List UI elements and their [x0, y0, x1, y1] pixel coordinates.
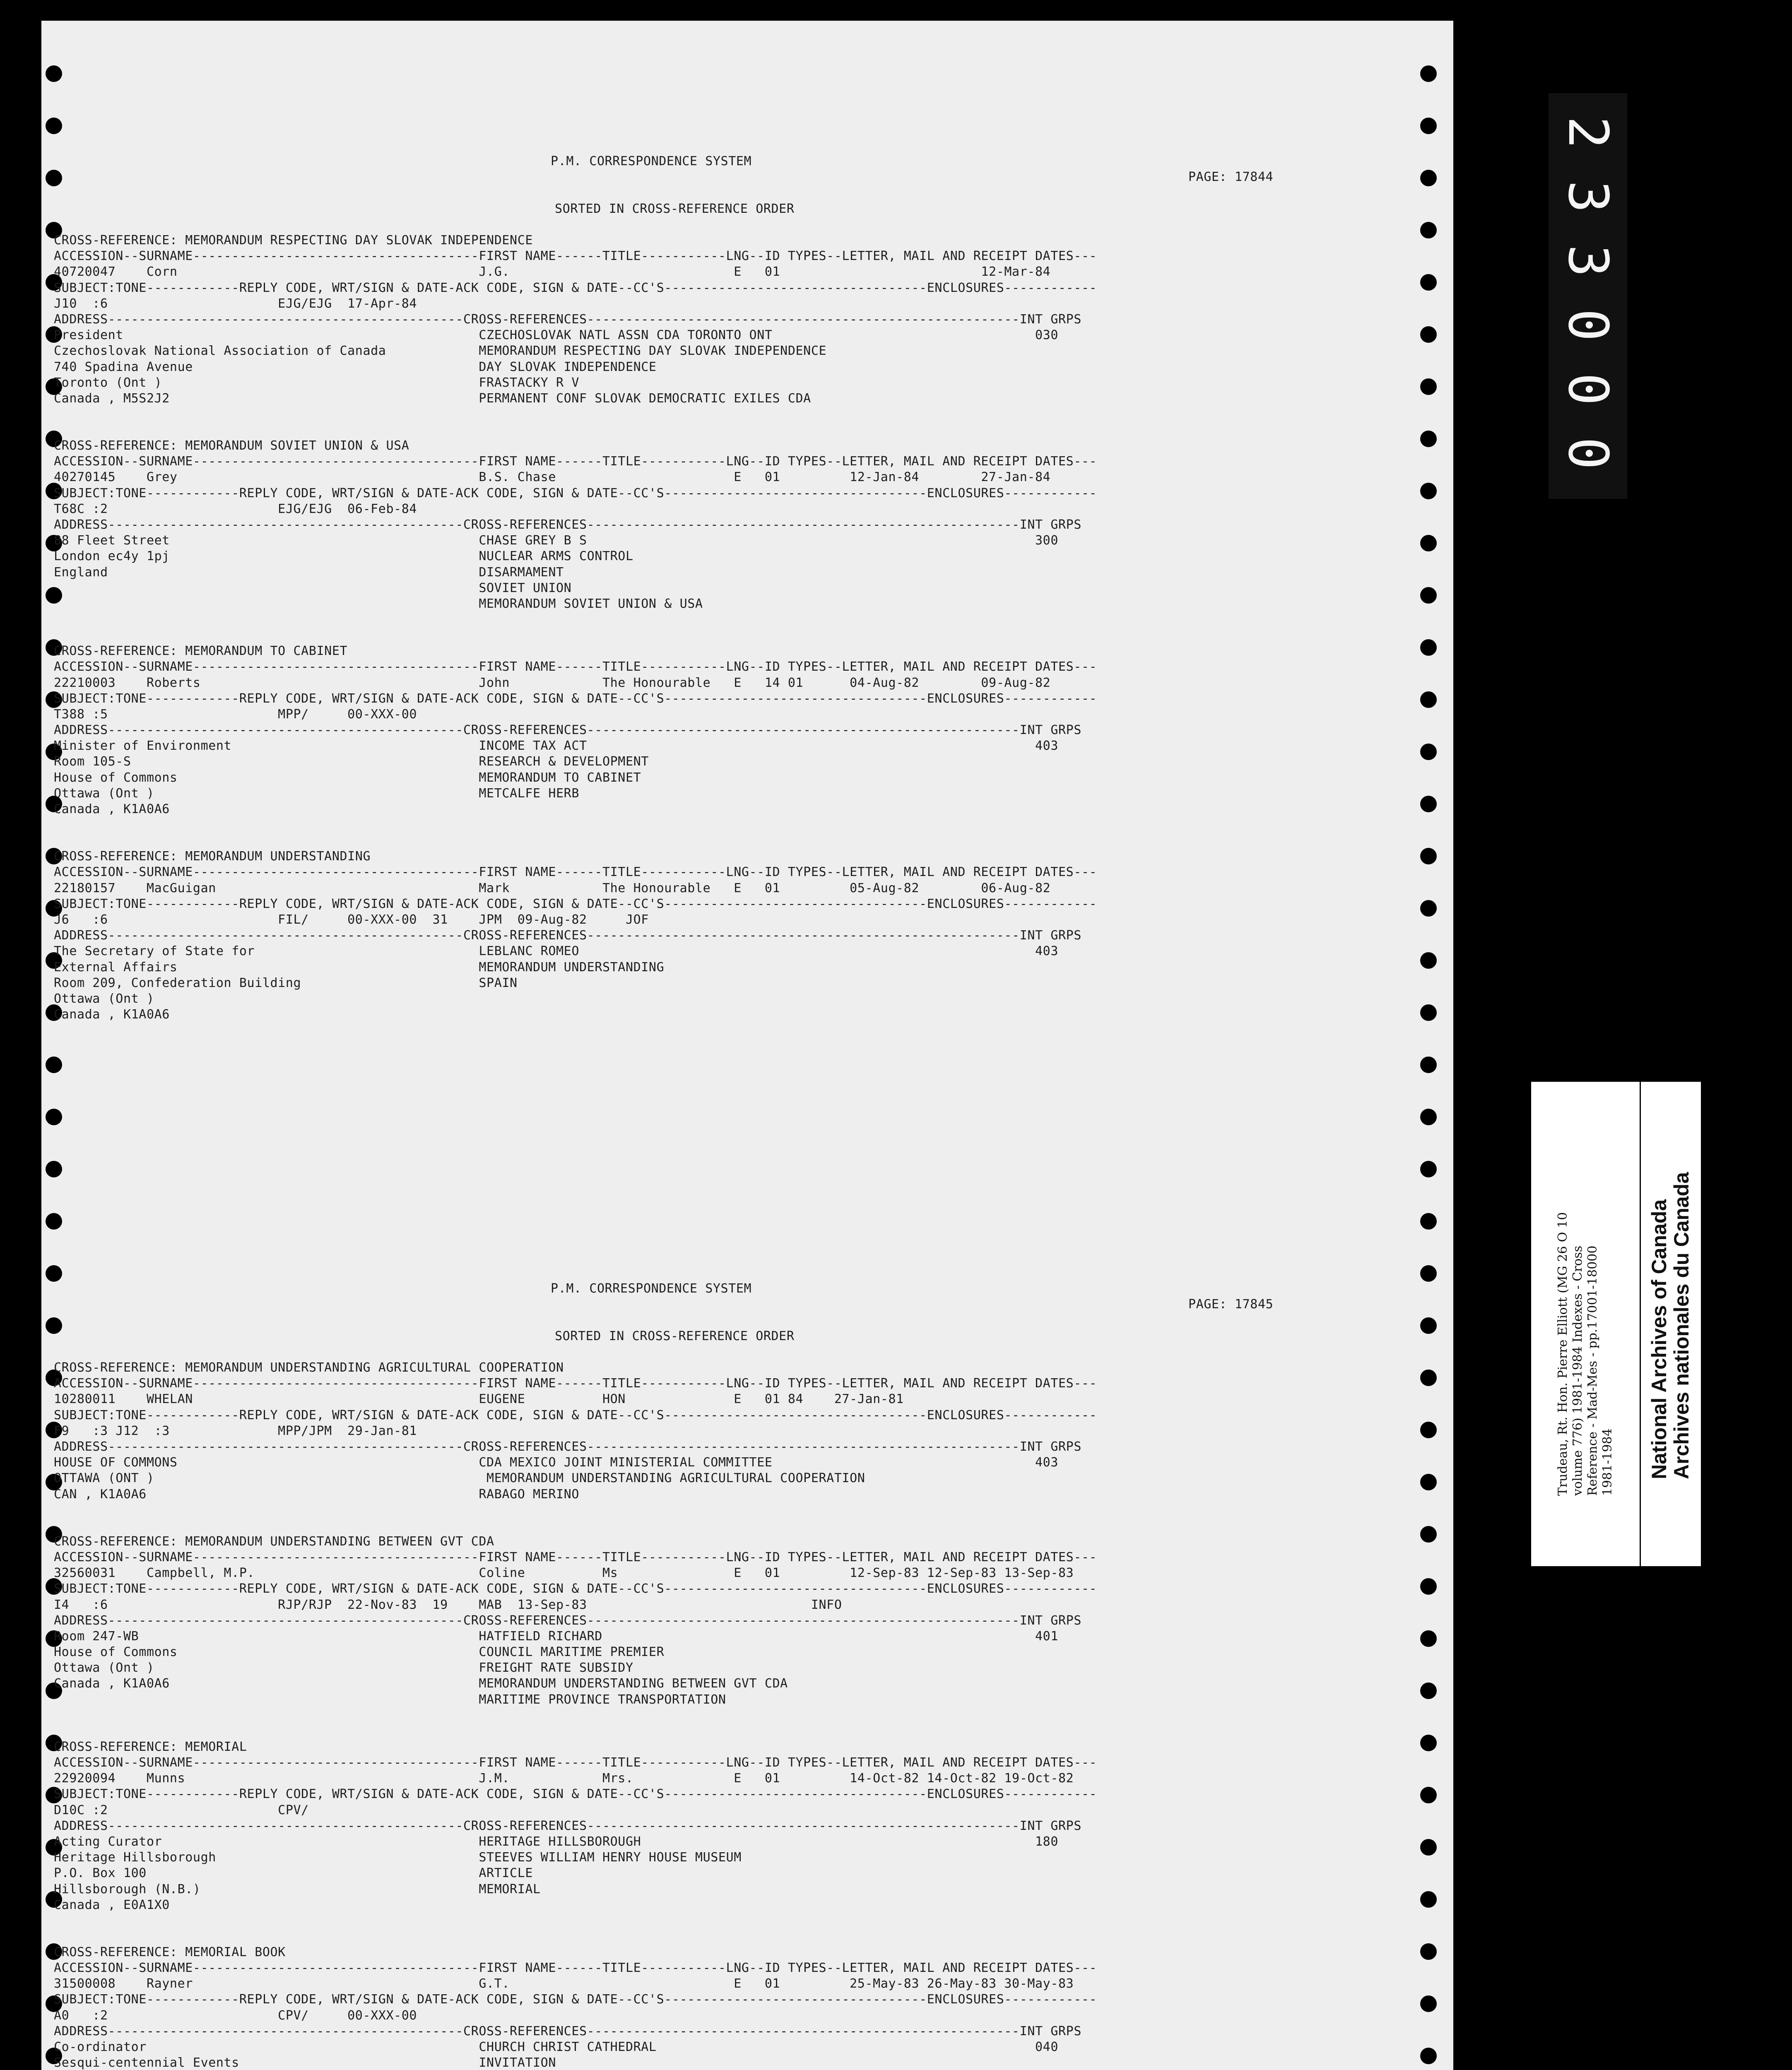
page-subheader: SORTED IN CROSS-REFERENCE ORDER [555, 201, 795, 216]
tractor-hole [1420, 639, 1437, 656]
cross-reference-record [54, 1534, 1354, 1708]
tractor-hole [1420, 1422, 1437, 1438]
record-line: ACCESSION--SURNAME-------------------------------------FIRST NAME------TITLE-----------LNG--ID TYPES--LETTER, MAIL AND RECEIPT DATES--- [54, 249, 1097, 264]
record-line: House of Commons MEMORANDUM TO CABINET [54, 770, 641, 785]
record-line: ADDRESS----------------------------------------------CROSS-REFERENCES--------------------------------------------------------INT GRPS [54, 1818, 1081, 1833]
record-line: Room 247-WB HATFIELD RICHARD 401 [54, 1629, 1058, 1644]
frame-number-digit: 3 [1556, 180, 1620, 213]
tractor-hole [1420, 483, 1437, 499]
tractor-hole [1420, 952, 1437, 969]
page-17845 [54, 1233, 1354, 2070]
tractor-hole [1420, 1630, 1437, 1647]
record-line: 740 Spadina Avenue DAY SLOVAK INDEPENDENCE [54, 359, 657, 374]
record-line: Sesqui-centennial Events INVITATION [54, 2056, 556, 2070]
tractor-hole [1420, 848, 1437, 864]
record-line: Ottawa (Ont ) METCALFE HERB [54, 786, 579, 801]
record-heading: CROSS-REFERENCE: MEMORANDUM TO CABINET [54, 644, 348, 659]
record-line: I4 :6 RJP/RJP 22-Nov-83 19 MAB 13-Sep-83 INFO [54, 1597, 842, 1612]
record-line: ACCESSION--SURNAME-------------------------------------FIRST NAME------TITLE-----------LNG--ID TYPES--LETTER, MAIL AND RECEIPT DATES--- [54, 1961, 1097, 1976]
record-line: 22180157 MacGuigan Mark The Honourable E 01 05-Aug-82 06-Aug-82 [54, 881, 1051, 895]
record-line: A0 :2 CPV/ 00-XXX-00 [54, 2008, 417, 2023]
record-line: ADDRESS----------------------------------------------CROSS-REFERENCES--------------------------------------------------------INT GRPS [54, 1439, 1081, 1454]
record-line: MEMORANDUM SOVIET UNION & USA [54, 596, 703, 611]
record-line: ADDRESS----------------------------------------------CROSS-REFERENCES--------------------------------------------------------INT GRPS [54, 518, 1081, 532]
tractor-hole [1420, 378, 1437, 395]
record-line: Toronto (Ont ) FRASTACKY R V [54, 375, 579, 390]
page-subheader: SORTED IN CROSS-REFERENCE ORDER [555, 1329, 795, 1343]
record-heading: CROSS-REFERENCE: MEMORANDUM UNDERSTANDING AGRICULTURAL COOPERATION [54, 1360, 564, 1375]
record-gap [54, 407, 1354, 438]
record-line: External Affairs MEMORANDUM UNDERSTANDING [54, 960, 665, 975]
record-line: SUBJECT:TONE------------REPLY CODE, WRT/SIGN & DATE-ACK CODE, SIGN & DATE--CC'S----------------------------------ENCLOSURES------------ [54, 896, 1097, 911]
record-line: T68C :2 EJG/EJG 06-Feb-84 [54, 501, 417, 516]
page-header: P.M. CORRESPONDENCE SYSTEM [551, 1281, 752, 1296]
record-line: T388 :5 MPP/ 00-XXX-00 [54, 707, 417, 722]
record-line: ACCESSION--SURNAME-------------------------------------FIRST NAME------TITLE-----------LNG--ID TYPES--LETTER, MAIL AND RECEIPT DATES--- [54, 865, 1097, 880]
record-line: England DISARMAMENT [54, 565, 564, 580]
tractor-hole [1420, 1735, 1437, 1751]
record-heading: CROSS-REFERENCE: MEMORANDUM SOVIET UNION & USA [54, 438, 409, 453]
record-gap [54, 1913, 1354, 1945]
record-line: SUBJECT:TONE------------REPLY CODE, WRT/SIGN & DATE-ACK CODE, SIGN & DATE--CC'S----------------------------------ENCLOSURES------------ [54, 1787, 1097, 1802]
record-gap [54, 817, 1354, 849]
tractor-hole [1420, 1839, 1437, 1856]
record-line: 22920094 Munns J.M. Mrs. E 01 14-Oct-82 14-Oct-82 19-Oct-82 [54, 1771, 1074, 1786]
record-line: President CZECHOSLOVAK NATL ASSN CDA TORONTO ONT 030 [54, 328, 1058, 343]
record-line: Acting Curator HERITAGE HILLSBOROUGH 180 [54, 1834, 1058, 1849]
page-number: PAGE: 17844 [1188, 170, 1274, 185]
tractor-hole [1420, 535, 1437, 551]
record-line: ADDRESS----------------------------------------------CROSS-REFERENCES--------------------------------------------------------INT GRPS [54, 2024, 1081, 2039]
record-line: ACCESSION--SURNAME-------------------------------------FIRST NAME------TITLE-----------LNG--ID TYPES--LETTER, MAIL AND RECEIPT DATES--- [54, 1376, 1097, 1391]
page-header: P.M. CORRESPONDENCE SYSTEM [551, 154, 752, 169]
record-line: Czechoslovak National Association of Canada MEMORANDUM RESPECTING DAY SLOVAK INDEPENDENCE [54, 344, 827, 359]
tractor-hole [1420, 1370, 1437, 1386]
record-line: CAN , K1A0A6 RABAGO MERINO [54, 1487, 579, 1502]
cross-reference-record [54, 233, 1354, 407]
frame-number-digit: 0 [1556, 308, 1620, 342]
tractor-hole [1420, 1787, 1437, 1803]
cross-reference-record [54, 643, 1354, 817]
right-tractor-holes [1416, 21, 1441, 2070]
record-line: Ottawa (Ont ) FREIGHT RATE SUBSIDY [54, 1661, 633, 1675]
record-line: London ec4y 1pj NUCLEAR ARMS CONTROL [54, 549, 633, 564]
cross-reference-record [54, 1945, 1354, 2070]
record-line: Hillsborough (N.B.) MEMORIAL [54, 1882, 541, 1897]
record-line: ADDRESS----------------------------------------------CROSS-REFERENCES--------------------------------------------------------INT GRPS [54, 1613, 1081, 1628]
record-line: ADDRESS----------------------------------------------CROSS-REFERENCES--------------------------------------------------------INT GRPS [54, 928, 1081, 943]
tractor-hole [1420, 431, 1437, 447]
record-line: J6 :6 FIL/ 00-XXX-00 31 JPM 09-Aug-82 JOF [54, 912, 649, 927]
tractor-hole [1420, 65, 1437, 82]
record-gap [54, 1708, 1354, 1739]
cross-reference-record [54, 849, 1354, 1023]
frame-number-digit: 0 [1556, 373, 1620, 406]
record-line: Room 105-S RESEARCH & DEVELOPMENT [54, 754, 649, 769]
record-line: Room 209, Confederation Building SPAIN [54, 975, 518, 990]
cross-reference-record [54, 1360, 1354, 1502]
record-line: SUBJECT:TONE------------REPLY CODE, WRT/SIGN & DATE-ACK CODE, SIGN & DATE--CC'S----------------------------------ENCLOSURES------------ [54, 1408, 1097, 1423]
record-line: Canada , K1A0A6 [54, 1007, 170, 1022]
tractor-hole [1420, 1057, 1437, 1073]
fonds-line: volume 776) 1981-1984 Indexes - Cross [1570, 1245, 1585, 1496]
page-number: PAGE: 17845 [1188, 1297, 1274, 1312]
tractor-hole [1420, 222, 1437, 238]
record-line: 40270145 Grey B.S. Chase E 01 12-Jan-84 27-Jan-84 [54, 470, 1051, 485]
tractor-hole [1420, 1265, 1437, 1282]
record-line: House of Commons COUNCIL MARITIME PREMIER [54, 1645, 665, 1660]
record-line: P.O. Box 100 ARTICLE [54, 1866, 533, 1881]
tractor-hole [1420, 1317, 1437, 1334]
fonds-line: Trudeau, Rt. Hon. Pierre Elliott (MG 26 O 10 [1556, 1212, 1570, 1496]
institution-name-fr: Archives nationales du Canada [1670, 1172, 1693, 1479]
record-line: ACCESSION--SURNAME-------------------------------------FIRST NAME------TITLE-----------LNG--ID TYPES--LETTER, MAIL AND RECEIPT DATES--- [54, 454, 1097, 469]
record-line: Canada , E0A1X0 [54, 1897, 170, 1912]
institution-name-en: National Archives of Canada [1647, 1199, 1671, 1479]
tractor-hole [1420, 587, 1437, 604]
tractor-hole [1420, 1578, 1437, 1595]
frame-number-digit: 3 [1556, 244, 1620, 277]
record-line: 31500008 Rayner G.T. E 01 25-May-83 26-May-83 30-May-83 [54, 1976, 1074, 1991]
cross-reference-record [54, 1739, 1354, 1913]
record-line: 40720047 Corn J.G. E 01 12-Mar-84 [54, 265, 1051, 279]
frame-number-digit: 2 [1556, 116, 1620, 149]
tractor-hole [1420, 2048, 1437, 2064]
tractor-hole [1420, 118, 1437, 134]
record-line: Heritage Hillsborough STEEVES WILLIAM HENRY HOUSE MUSEUM [54, 1850, 742, 1865]
record-line: Co-ordinator CHURCH CHRIST CATHEDRAL 040 [54, 2040, 1058, 2054]
record-line: ADDRESS----------------------------------------------CROSS-REFERENCES--------------------------------------------------------INT GRPS [54, 723, 1081, 738]
tractor-hole [1420, 744, 1437, 760]
tractor-hole [1420, 1526, 1437, 1543]
tractor-hole [1420, 691, 1437, 708]
record-line: ACCESSION--SURNAME-------------------------------------FIRST NAME------TITLE-----------LNG--ID TYPES--LETTER, MAIL AND RECEIPT DATES--- [54, 1550, 1097, 1565]
tractor-hole [1420, 1682, 1437, 1699]
fonds-line: 1981-1984 [1600, 1428, 1615, 1496]
record-line: SOVIET UNION [54, 580, 572, 595]
archive-label [1530, 1081, 1702, 1567]
record-line: SUBJECT:TONE------------REPLY CODE, WRT/SIGN & DATE-ACK CODE, SIGN & DATE--CC'S----------------------------------ENCLOSURES------------ [54, 1581, 1097, 1596]
record-line: SUBJECT:TONE------------REPLY CODE, WRT/SIGN & DATE-ACK CODE, SIGN & DATE--CC'S----------------------------------ENCLOSURES------------ [54, 486, 1097, 501]
tractor-hole [1420, 274, 1437, 291]
record-line: 88 Fleet Street CHASE GREY B S 300 [54, 533, 1058, 548]
record-line: HOUSE OF COMMONS CDA MEXICO JOINT MINISTERIAL COMMITTEE 403 [54, 1455, 1058, 1470]
page-break [54, 1086, 1354, 1202]
record-heading: CROSS-REFERENCE: MEMORANDUM UNDERSTANDING [54, 849, 371, 864]
record-line: OTTAWA (ONT ) MEMORANDUM UNDERSTANDING AGRICULTURAL COOPERATION [54, 1471, 865, 1486]
tractor-hole [1420, 1004, 1437, 1021]
frame-number-stamp [1549, 93, 1627, 499]
tractor-hole [1420, 326, 1437, 343]
tractor-hole [1420, 1891, 1437, 1908]
record-line: Ottawa (Ont ) [54, 991, 154, 1006]
record-line: Canada , K1A0A6 MEMORANDUM UNDERSTANDING BETWEEN GVT CDA [54, 1676, 788, 1691]
record-gap [54, 612, 1354, 643]
cross-reference-record [54, 438, 1354, 612]
tractor-hole [1420, 1995, 1437, 2012]
tractor-hole [1420, 170, 1437, 186]
record-line: Canada , K1A0A6 [54, 802, 170, 816]
record-line: J10 :6 EJG/EJG 17-Apr-84 [54, 296, 417, 311]
tractor-hole [1420, 1474, 1437, 1490]
record-line: 22210003 Roberts John The Honourable E 14 01 04-Aug-82 09-Aug-82 [54, 675, 1051, 690]
record-list [54, 1360, 1354, 2070]
tractor-hole [1420, 796, 1437, 812]
record-line: MARITIME PROVINCE TRANSPORTATION [54, 1692, 726, 1707]
record-line: SUBJECT:TONE------------REPLY CODE, WRT/SIGN & DATE-ACK CODE, SIGN & DATE--CC'S----------------------------------ENCLOSURES------------ [54, 1992, 1097, 2007]
fonds-line: Reference - Mad-Mes - pp.17001-18000 [1585, 1245, 1600, 1496]
record-line: SUBJECT:TONE------------REPLY CODE, WRT/SIGN & DATE-ACK CODE, SIGN & DATE--CC'S----------------------------------ENCLOSURES------------ [54, 691, 1097, 706]
record-line: Canada , M5S2J2 PERMANENT CONF SLOVAK DEMOCRATIC EXILES CDA [54, 391, 811, 406]
tractor-hole [1420, 1213, 1437, 1230]
record-gap [54, 1502, 1354, 1534]
record-heading: CROSS-REFERENCE: MEMORANDUM RESPECTING DAY SLOVAK INDEPENDENCE [54, 233, 533, 248]
record-line: ACCESSION--SURNAME-------------------------------------FIRST NAME------TITLE-----------LNG--ID TYPES--LETTER, MAIL AND RECEIPT DATES--- [54, 660, 1097, 674]
record-heading: CROSS-REFERENCE: MEMORANDUM UNDERSTANDING BETWEEN GVT CDA [54, 1534, 494, 1549]
label-divider [1640, 1082, 1641, 1566]
record-heading: CROSS-REFERENCE: MEMORIAL [54, 1739, 247, 1754]
record-heading: CROSS-REFERENCE: MEMORIAL BOOK [54, 1945, 286, 1959]
frame-number-digit: 0 [1556, 437, 1620, 470]
record-line: The Secretary of State for LEBLANC ROMEO 403 [54, 944, 1058, 959]
tractor-hole [1420, 1109, 1437, 1125]
printout [54, 75, 1354, 2070]
record-line: D10C :2 CPV/ [54, 1803, 309, 1817]
record-line: SUBJECT:TONE------------REPLY CODE, WRT/SIGN & DATE-ACK CODE, SIGN & DATE--CC'S----------------------------------ENCLOSURES------------ [54, 280, 1097, 295]
page-17844 [54, 106, 1354, 1054]
tractor-hole [1420, 1943, 1437, 1960]
record-list [54, 233, 1354, 1023]
tractor-hole [1420, 1161, 1437, 1177]
record-line: F9 :3 J12 :3 MPP/JPM 29-Jan-81 [54, 1423, 417, 1438]
record-line: 10280011 WHELAN EUGENE HON E 01 84 27-Jan-81 [54, 1392, 904, 1407]
tractor-hole [1420, 900, 1437, 917]
record-line: ACCESSION--SURNAME-------------------------------------FIRST NAME------TITLE-----------LNG--ID TYPES--LETTER, MAIL AND RECEIPT DATES--- [54, 1755, 1097, 1770]
record-line: ADDRESS----------------------------------------------CROSS-REFERENCES--------------------------------------------------------INT GRPS [54, 312, 1081, 327]
record-line: Minister of Environment INCOME TAX ACT 403 [54, 739, 1058, 753]
record-line: 32560031 Campbell, M.P. Coline Ms E 01 12-Sep-83 12-Sep-83 13-Sep-83 [54, 1566, 1074, 1581]
